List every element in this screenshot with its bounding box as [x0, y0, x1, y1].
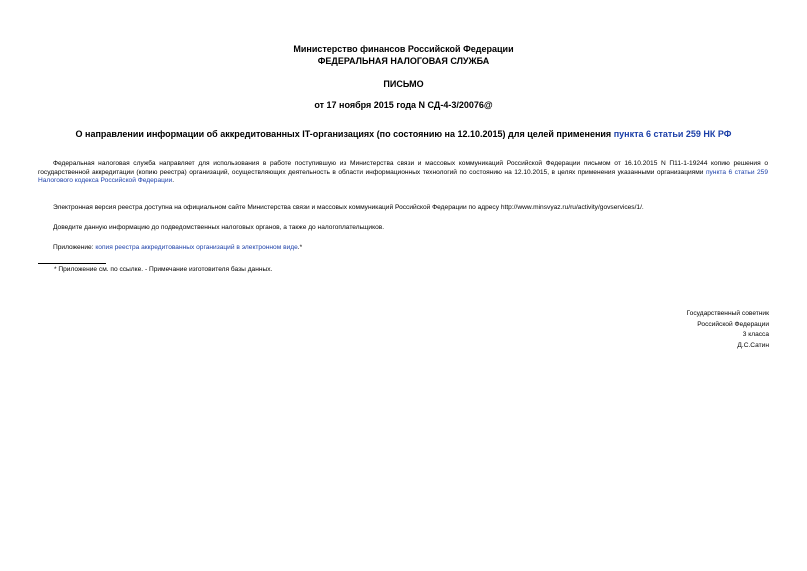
title-text: О направлении информации об аккредитованных IT-организациях (по состоянию на 12.10.2015) для целей применения: [75, 129, 614, 139]
document-type: ПИСЬМО: [383, 79, 424, 89]
paragraph-4: [38, 244, 768, 253]
paragraph-3: Доведите данную информацию до подведомственных налоговых органов, а также до налогоплательщиков.: [53, 224, 385, 231]
service-name: ФЕДЕРАЛЬНАЯ НАЛОГОВАЯ СЛУЖБА: [317, 56, 490, 66]
ministry-name: Министерство финансов Российской Федерации: [293, 44, 514, 54]
attachment-label: Приложение:: [53, 244, 96, 251]
title-article-link[interactable]: пункта 6 статьи 259 НК РФ: [613, 129, 732, 139]
paragraph-1-text: Федеральная налоговая служба направляет для использования в работе поступившую из Министерства связи и массовых коммуникаций Российской Федерации письмом от 16.10.2015 N П11-1-19244 копию решения о государственной аккредитации (копию реестра) организаций, осуществляющих деятельность в области информационных технологий по состоянию на 12.10.2015, в целях применения указанными организациями: [38, 160, 768, 176]
document-date-number: от 17 ноября 2015 года N СД-4-3/20076@: [314, 100, 493, 110]
signature-title-line-2: Российской Федерации: [697, 320, 769, 328]
document-title: [40, 129, 767, 140]
footnote-mark: .*: [297, 244, 303, 251]
tax-code-article-link[interactable]: пункта 6 статьи 259 Налогового кодекса Российской Федерации: [38, 168, 769, 185]
paragraph-1-end: .: [172, 177, 175, 185]
signature-title-line-1: Государственный советник: [686, 310, 769, 317]
registry-copy-link[interactable]: копия реестра аккредитованных организаций в электронном виде: [95, 244, 298, 251]
signature-title-line-3: 3 класса: [742, 331, 769, 338]
paragraph-1: [38, 160, 768, 186]
footnote: * Приложение см. по ссылке. - Примечание изготовителя базы данных.: [54, 266, 273, 273]
footnote-divider: [38, 263, 106, 264]
signature-block: [687, 309, 769, 351]
paragraph-2: Электронная версия реестра доступна на официальном сайте Министерства связи и массовых коммуникаций Российской Федерации по адресу http://www.minsvyaz.ru/ru/activity/govservices/1/.: [53, 204, 644, 211]
signatory-name: Д.С.Сатин: [737, 341, 769, 349]
